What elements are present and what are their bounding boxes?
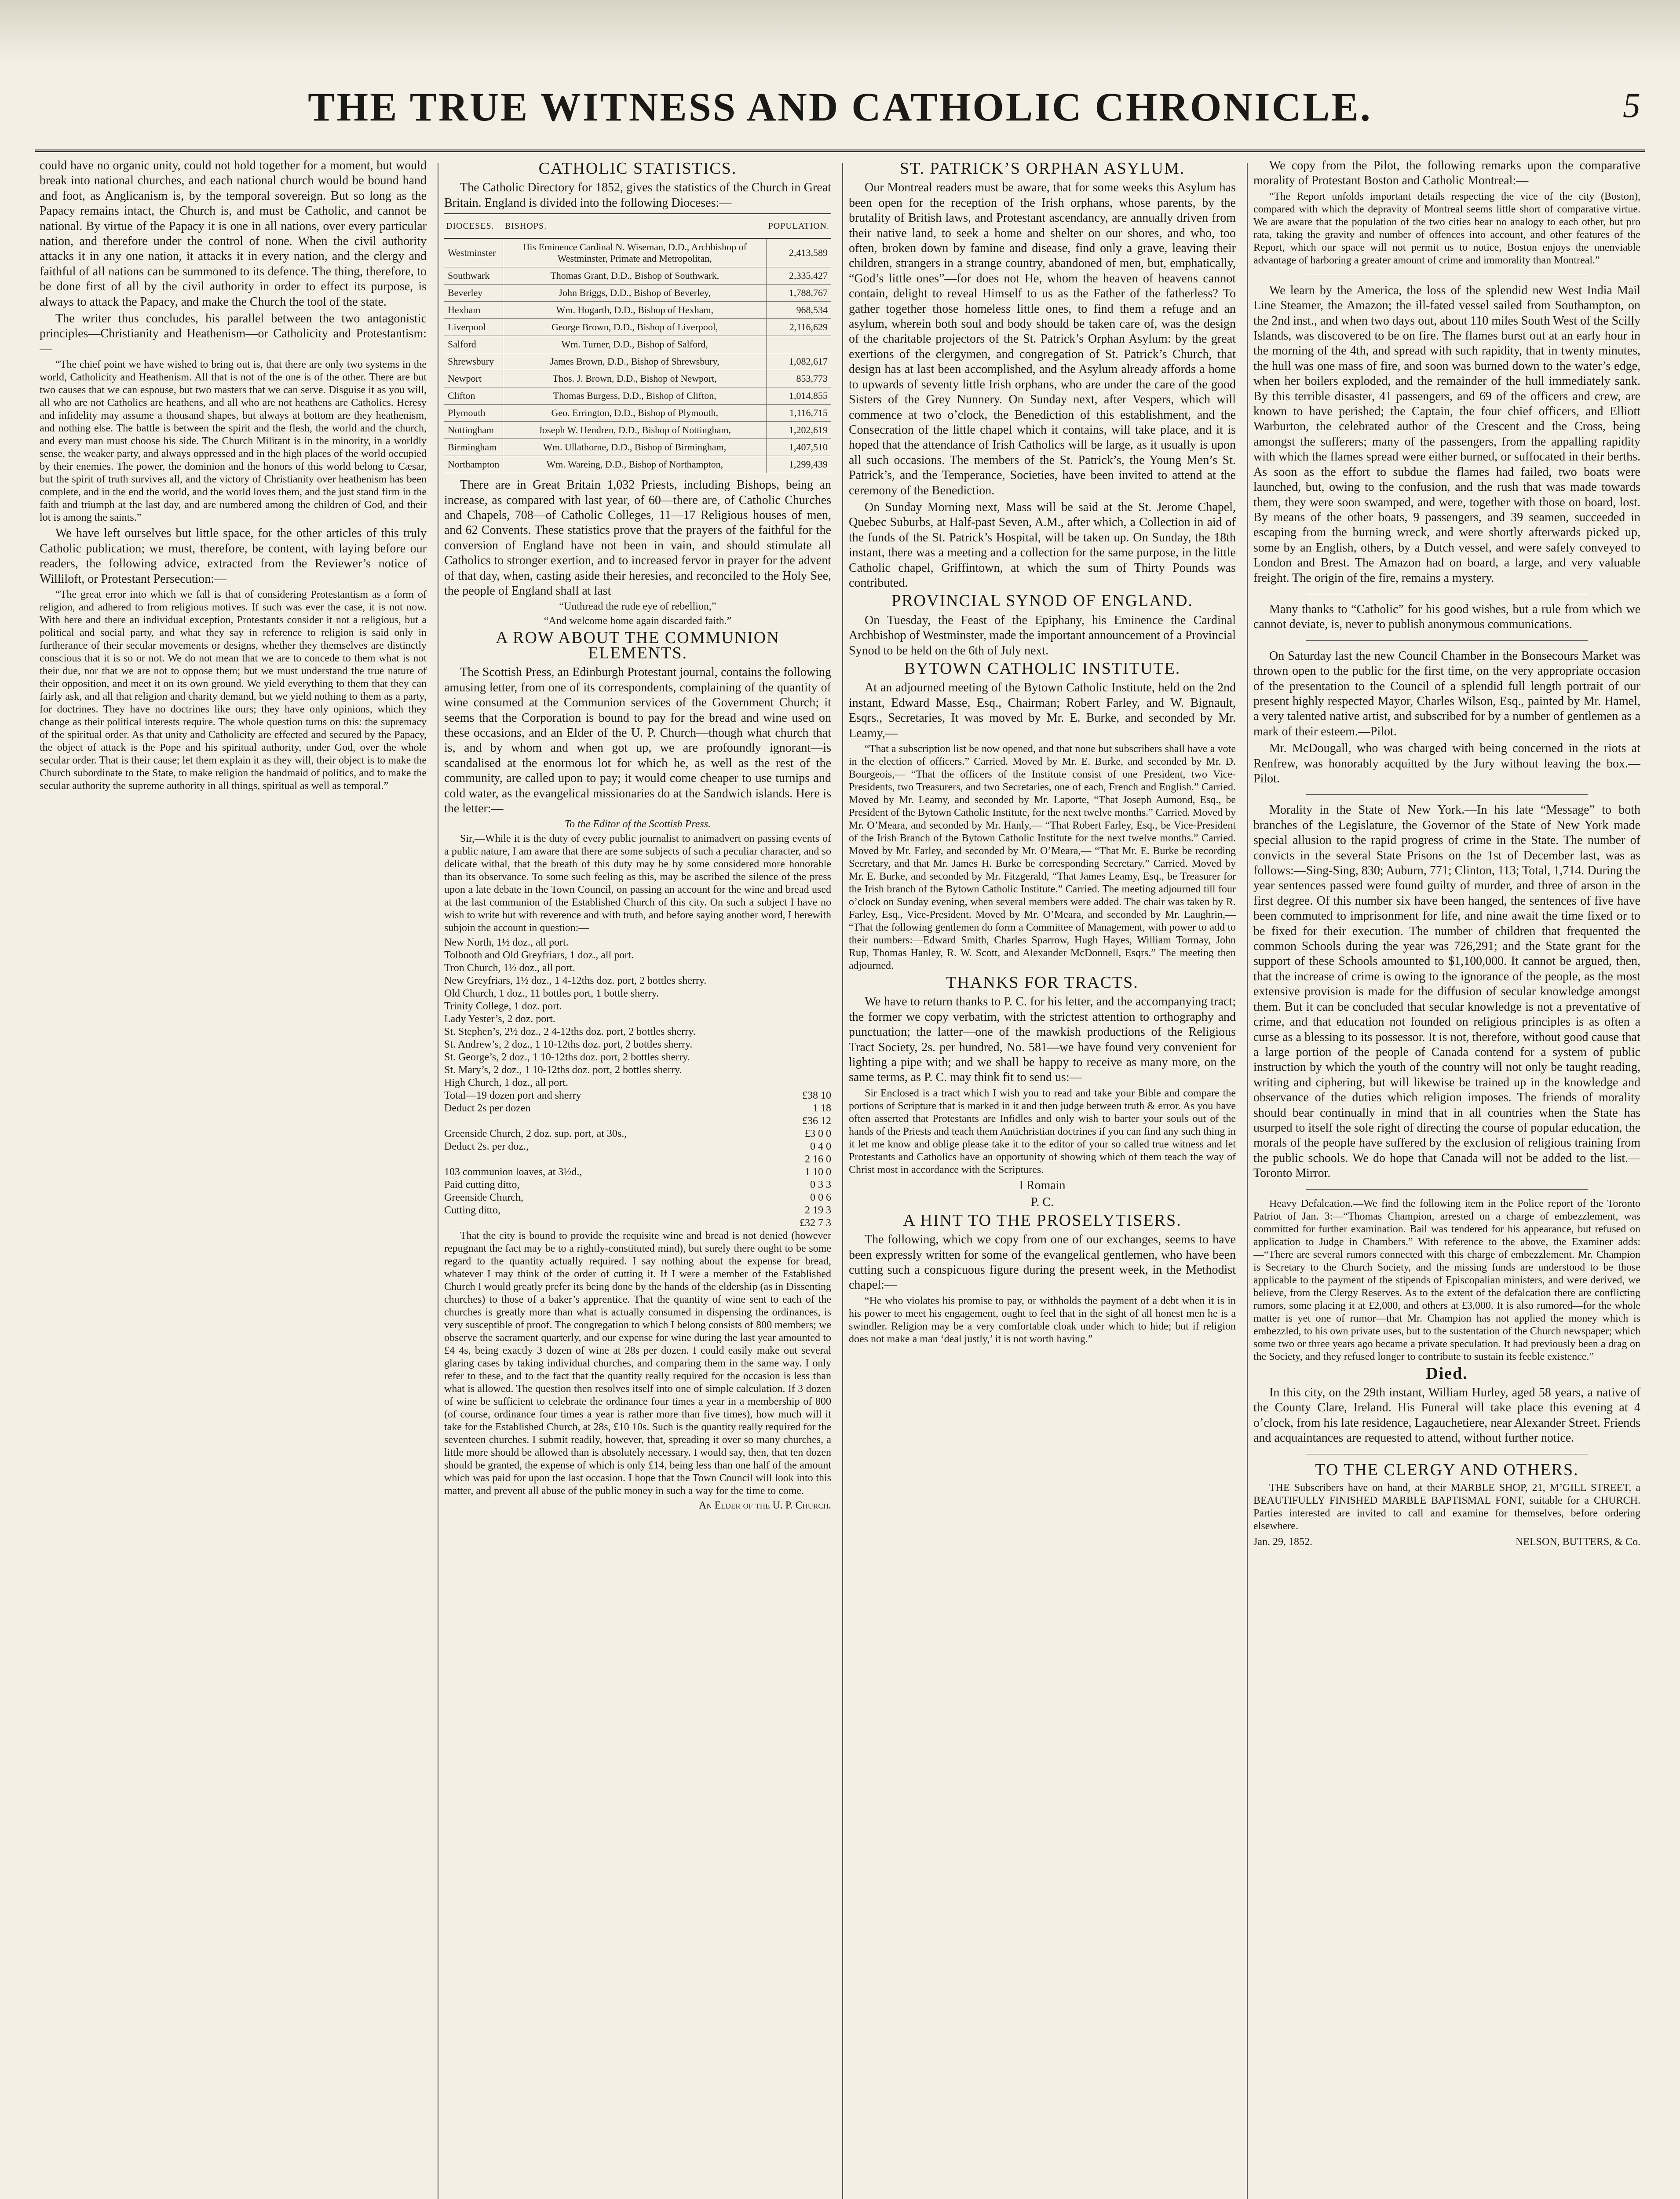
table-row xyxy=(444,353,831,370)
ledger-amount: 2 16 0 xyxy=(805,1154,831,1165)
table-cell: 1,202,619 xyxy=(767,422,831,439)
table-cell: 1,014,855 xyxy=(767,387,831,405)
table-cell: Wm. Hogarth, D.D., Bishop of Hexham, xyxy=(503,302,767,319)
ledger-amount: 2 19 3 xyxy=(805,1205,831,1216)
table-cell: 1,116,715 xyxy=(767,405,831,422)
obituary-notice: In this city, on the 29th instant, William Hurley, aged 58 years, a native of the County Clare, Ireland. His Funeral will take place this evening at 4 o’clock, from his late residence, Lagauchetiere, near Alexander Street. Friends and acquaintances are requested to attend, without further notice. xyxy=(1253,1385,1640,1445)
table-cell: Wm. Turner, D.D., Bishop of Salford, xyxy=(503,336,767,353)
table-cell: Birmingham xyxy=(444,439,503,456)
ledger-row xyxy=(444,1191,831,1204)
table-row xyxy=(444,405,831,422)
table-row xyxy=(444,422,831,439)
article-paragraph: The Catholic Directory for 1852, gives the statistics of the Church in Great Britain. England is divided into the following Dioceses:— xyxy=(444,181,831,210)
verse-line: “And welcome home again discarded faith.” xyxy=(544,615,732,627)
table-cell: 2,116,629 xyxy=(767,319,831,336)
table-cell: Plymouth xyxy=(444,405,503,422)
section-heading-communion-elements: A ROW ABOUT THE COMMUNION ELEMENTS. xyxy=(496,628,780,662)
table-column-header: POPULATION. xyxy=(767,214,831,238)
table-cell: Northampton xyxy=(444,456,503,473)
advertisement-date: Jan. 29, 1852. xyxy=(1253,1536,1312,1548)
column-1 xyxy=(40,158,427,2199)
section-heading-thanks-for-tracts: THANKS FOR TRACTS. xyxy=(946,973,1139,992)
section-heading-clergy-advertisement: TO THE CLERGY AND OTHERS. xyxy=(1315,1460,1579,1479)
article-paragraph: There are in Great Britain 1,032 Priests, including Bishops, being an increase, as compared with last year, of 60—there are, of Catholic Churches and Chapels, 708—of Catholic Colleges, 11—17 Religious houses of men, and 62 Convents. These statistics prove that the prayers of the faithful for the conversion of England have not been in vain, and should stimulate all Catholics to stronger exertion, and to increased fervor in prayer for the advent of that day, when, casting aside their heresies, and reconciled to the Holy See, the people of England shall at last xyxy=(444,478,831,598)
ledger-row xyxy=(444,1115,831,1128)
article-paragraph: Mr. McDougall, who was charged with being concerned in the riots at Renfrew, was honorably acquitted by the Jury without leaving the box.—Pilot. xyxy=(1253,742,1640,785)
letter-signature: P. C. xyxy=(1030,1195,1054,1209)
article-quote: “He who violates his promise to pay, or withholds the payment of a debt when it is in his power to meet his engagement, ought to feel that in the sight of all honest men he is a swindler. Religion may be a very comfortable cloak under which to hide; but if religion does not make a man ‘deal justly,’ it is not worth having.” xyxy=(849,1295,1236,1345)
ledger-row xyxy=(444,1102,831,1115)
ledger-item: Old Church, 1 doz., 11 bottles port, 1 bottle sherry. xyxy=(444,988,659,1000)
article-paragraph: Our Montreal readers must be aware, that for some weeks this Asylum has been open for the reception of the Irish orphans, whose parents, by the brutality of British laws, and Protestant ascendancy, are annually driven from their native land, to seek a home and shelter on our shores, and who, too often, broken down by famine and disease, find only a grave, leaving their children, strangers in a strange country, abandoned of men, but, emphatically, “God’s little ones”—for does not He, whom the heaven of heavens cannot contain, delight to reveal Himself to us as the Father of the fatherless? To gather together those homeless little ones, to find them a refuge and an asylum, wherein both soul and body should be taken care of, was the design of the charitable projectors of the St. Patrick’s Orphan Asylum: by the great exertions of the clergymen, and congregation of St. Patrick’s Church, that design has at last been accomplished, and the Asylum already affords a home to upwards of seventy little Irish orphans, who are under the care of the good Sisters of the Grey Nunnery. On Sunday next, after Vespers, which will commence at two o’clock, the Benediction of this establishment, and the Consecration of the little chapel which it contains, will take place, and it is hoped that the attendance of Irish Catholics will be large, as it usually is upon all such occasions. The members of the St. Patrick’s, the Young Men’s St. Patrick’s, and the Temperance, Societies, have been invited to attend at the ceremony of the Benediction. xyxy=(849,181,1236,497)
article-paragraph: At an adjourned meeting of the Bytown Catholic Institute, held on the 2nd instant, Edward Masse, Esq., Chairman; Robert Farley, and W. Bignault, Esqrs., Secretaries, It was moved by Mr. E. Burke, and seconded by Mr. Leamy,— xyxy=(849,681,1236,740)
table-cell: Thos. J. Brown, D.D., Bishop of Newport, xyxy=(503,370,767,387)
table-row xyxy=(444,302,831,319)
ledger-amount: 1 18 xyxy=(813,1103,831,1114)
section-heading-hint-proselytisers: A HINT TO THE PROSELYTISERS. xyxy=(903,1211,1182,1230)
column-4 xyxy=(1253,158,1640,2199)
ledger-row xyxy=(444,1128,831,1140)
ledger-item: New North, 1½ doz., all port. xyxy=(444,937,569,949)
table-row xyxy=(444,285,831,302)
ledger-item: Total—19 dozen port and sherry xyxy=(444,1090,581,1102)
ledger-item: Deduct 2s. per doz., xyxy=(444,1141,529,1153)
table-row xyxy=(444,439,831,456)
ledger-row xyxy=(444,936,831,949)
ledger-item: 103 communion loaves, at 3½d., xyxy=(444,1166,582,1178)
table-cell: 1,299,439 xyxy=(767,456,831,473)
letter-text: That the city is bound to provide the requisite wine and bread is not denied (however repugnant the fact may be to a rightly-constituted mind), but surely there ought to be some regard to the quantity actually required. I say nothing about the expense for bread, whatever I may think of the order of cutting it. If I were a member of the Established Church I would greatly prefer its being done by the hands of the eldership (as in Dissenting churches) to those of a baker’s apprentice. That the quantity of wine sent to each of the churches is greatly more than what is actually consumed in dispensing the ordinances, is very susceptible of proof. The congregation to which I belong consists of 800 members; we observe the sacrament quarterly, and our expense for wine during the last year amounted to £4 4s, being exactly 3 dozen of wine at 28s per dozen. I could easily make out several glaring cases by taking individual churches, and comparing them in the same way. I only refer to these, and to the fact that the quantity really required for the occasion is less than what is allowed. The question then resolves itself into one of simple calculation. If 3 dozen of wine be sufficient to celebrate the ordinance four times a year in a membership of 800 (of course, ordinance four times a year is rather more than five times), how much will it take for the Established Church, at 28s, £10 10s. Such is the quantity really required for the seventeen churches. I submit readily, however, that, spreading it over so many churches, a little more should be allowed than is absolutely necessary. I would say, then, that ten dozen should be granted, the expense of which is only £14, being less than one half of the amount which was paid for upon the last occasion. I hope that the Town Council will look into this matter, and prevent all abuse of the public money in such a way for the time to come. xyxy=(444,1230,831,1497)
ledger-row xyxy=(444,1064,831,1077)
article-paragraph: We copy from the Pilot, the following remarks upon the comparative morality of Protestant Boston and Catholic Montreal:— xyxy=(1253,159,1640,188)
article-paragraph: Morality in the State of New York.—In his late “Message” to both branches of the Legislature, the Governor of the State of New York made special allusion to the rapid progress of crime in the State. The number of convicts in the several State Prisons on the 1st of December last, was as follows:—Sing-Sing, 830; Auburn, 771; Clinton, 113; Total, 1,714. During the year sentences passed were found guilty of murder, and three of arson in the first degree. Of this number six have been hanged, the sentences of five have been commuted to imprisonment for life, and nine await the time fixed or to be fixed for their execution. The number of children that frequented the common Schools during the year was 726,291; and the State grant for the support of these Schools amounted to $1,100,000. It cannot be argued, then, that the increase of crime is owing to the ignorance of the people, as the most extensive provision is made for the diffusion of secular knowledge amongst them. But it can be concluded that secular knowledge is not a preventative of crime, and that education not founded on religious principles is as often a curse as a blessing to its possessor. It is not, therefore, without good cause that a large portion of the people of Canada contend for a system of public instruction by which the youth of the country will not only be taught reading, writing and ciphering, but will likewise be trained up in the knowledge and observance of the duties which religion imposes. The friends of morality should bear continually in mind that in all countries when the State has usurped to itself the sole right of directing the course of popular education, the morals of the people have suffered by the exclusion of religious training from the public schools. We do hope that Canada will not be added to the list.—Toronto Mirror. xyxy=(1253,803,1640,1180)
article-quote: “The great error into which we fall is that of considering Protestantism as a form of religion, and adhered to from religious motives. If such was ever the case, it is not now. With here and there an individual exception, Protestants consider it not a religious, but a political and social party, and what they say in reference to religion is said only in furtherance of their secular movements or designs, whether they themselves are distinctly conscious that it is so or not. We do not mean that we are to concede to them what is not their due, nor that we are not to oppose them; but we must understand the true nature of their opposition, and meet it on its own ground. We yield everything to them that they can fairly ask, and all that religion and charity demand, but we yield nothing to them as a party, for doctrines. They have no doctrines like ours; they have only opinions, which they change as their political interests require. The whole question turns on this: the supremacy of the spiritual order. As that unity and Catholicity are effected and secured by the Papacy, the object of attack is the Pope and his spiritual authority, under God, over the whole secular order. That is their cause; let them explain it as they will, their object is to make the Church subordinate to the State, to make religion the handmaid of politics, and to make the secular authority the supreme authority in all things, spiritual as well as temporal.” xyxy=(40,588,427,792)
letter-salutation: To the Editor of the Scottish Press. xyxy=(564,818,711,830)
letter-text: Sir Enclosed is a tract which I wish you to read and take your Bible and compare the portions of Scripture that is marked in it and then judge between truth & error. As you have often asserted that Protestants are Infidles and only wish to barter your souls out of the hands of the Priests and teach them Antichristian doctrines if you can find any such thing in it let me know and oblige please take it to the editor of your so called true witness and let Protestants and Catholics have an opportunity of showing which of them teach the way of Christ most in accordance with the Scriptures. xyxy=(849,1087,1236,1176)
ledger-row xyxy=(444,975,831,987)
table-cell: 1,788,767 xyxy=(767,285,831,302)
section-heading-provincial-synod: PROVINCIAL SYNOD OF ENGLAND. xyxy=(891,592,1193,610)
table-cell: Newport xyxy=(444,370,503,387)
ledger-row xyxy=(444,1089,831,1102)
article-paragraph: The writer thus concludes, his parallel between the two antagonistic principles—Christianity and Heathenism—or Catholicity and Protestantism:— xyxy=(40,312,427,356)
table-cell: Liverpool xyxy=(444,319,503,336)
article-paragraph: On Tuesday, the Feast of the Epiphany, his Eminence the Cardinal Archbishop of Westminster, made the important announcement of a Provincial Synod to be held on the 6th of July next. xyxy=(849,613,1236,658)
ledger-item: St. Andrew’s, 2 doz., 1 10-12ths doz. port, 2 bottles sherry. xyxy=(444,1039,693,1051)
ledger-item: High Church, 1 doz., all port. xyxy=(444,1077,568,1089)
page-top-edge xyxy=(0,0,1680,62)
section-heading-catholic-statistics: CATHOLIC STATISTICS. xyxy=(538,159,737,178)
ledger-amount: £38 10 xyxy=(802,1090,831,1102)
newspaper-title: THE TRUE WITNESS AND CATHOLIC CHRONICLE. xyxy=(308,84,1372,129)
table-cell: Southwark xyxy=(444,267,503,285)
ledger-item: Cutting ditto, xyxy=(444,1205,501,1216)
table-cell: 2,413,589 xyxy=(767,238,831,267)
ledger-row xyxy=(444,1038,831,1051)
table-cell: Nottingham xyxy=(444,422,503,439)
page-number: 5 xyxy=(1623,86,1640,125)
table-row xyxy=(444,238,831,267)
table-cell: Salford xyxy=(444,336,503,353)
article-quote: “The chief point we have wished to bring out is, that there are only two systems in the world, Catholicity and Heathenism. All that is not of the one is of the other. There are but two causes that we can espouse, but two masters that we can serve. Disguise it as you will, all who are not Catholics are heathens, and all who are not heathens are Catholics. Heresy and infidelity may assume a thousand shapes, but always at bottom are they heathenism, and nothing else. The battle is between the spirit and the flesh, the world and the church, and every man must choose his side. The Church Militant is in the minority, in a worldly sense, the weaker party, and always oppressed and in the high places of the world occupied by their enemies. The power, the dominion and the honors of this world belong to Cæsar, but the spirit of truth survives all, and the victory of Christianity over heathenism has been complete, and in the end the world, and the world loves them, and the just stand firm in the faith and triumph at the last day, and are numbered among the children of God, and their lot is among the saints.” xyxy=(40,359,427,524)
ledger-item: Greenside Church, 2 doz. sup. port, at 30s., xyxy=(444,1128,627,1140)
table-cell: Clifton xyxy=(444,387,503,405)
column-rule xyxy=(1247,163,1248,2199)
ledger-row xyxy=(444,1077,831,1089)
section-heading-bytown-institute: BYTOWN CATHOLIC INSTITUTE. xyxy=(904,659,1181,678)
table-cell: His Eminence Cardinal N. Wiseman, D.D., Archbishop of Westminster, Primate and Metropolitan, xyxy=(503,238,767,267)
article-paragraph: On Saturday last the new Council Chamber in the Bonsecours Market was thrown open to the public for the first time, on the very appropriate occasion of the presentation to the Council of a splendid full length portrait of our present highly respected Mayor, Charles Wilson, Esq., painted by Mr. Hamel, a very talented native artist, and subscribed for by a number of gentlemen as a mark of their esteem.—Pilot. xyxy=(1253,649,1640,738)
ledger-item: Trinity College, 1 doz. port. xyxy=(444,1001,562,1012)
letter-signature: An Elder of the U. P. Church. xyxy=(699,1500,831,1512)
table-cell: Wm. Ullathorne, D.D., Bishop of Birmingham, xyxy=(503,439,767,456)
table-cell: 968,534 xyxy=(767,302,831,319)
article-paragraph: We have to return thanks to P. C. for his letter, and the accompanying tract; the former we copy verbatim, with the strictest attention to orthography and punctuation; the latter—one of the mawkish productions of the Religious Tract Society, 2s. per hundred, No. 581—we have found very convenient for lighting a pipe with; and we shall be happy to receive as many more, on the same terms, as P. C. may think fit to send us:— xyxy=(849,995,1236,1085)
verse-line: “Unthread the rude eye of rebellion,” xyxy=(559,601,716,613)
ledger-item: Deduct 2s per dozen xyxy=(444,1103,531,1114)
column-3 xyxy=(849,158,1236,2199)
ledger-row xyxy=(444,1026,831,1038)
table-cell: 853,773 xyxy=(767,370,831,387)
ledger-item: Tron Church, 1½ doz., all port. xyxy=(444,962,575,974)
table-cell: Shrewsbury xyxy=(444,353,503,370)
table-cell: Wm. Wareing, D.D., Bishop of Northampton, xyxy=(503,456,767,473)
ledger-item: Lady Yester’s, 2 doz. port. xyxy=(444,1013,555,1025)
ledger-amount: 1 10 0 xyxy=(805,1166,831,1178)
ledger-row xyxy=(444,1140,831,1153)
table-column-header: DIOCESES. xyxy=(444,214,503,238)
article-paragraph: We have left ourselves but little space, for the other articles of this truly Catholic publication; we must, therefore, be content, with laying before our readers, the following advice, extracted from the Reviewer’s notice of Williloft, or Protestant Persecution:— xyxy=(40,526,427,586)
ledger-item: St. George’s, 2 doz., 1 10-12ths doz. port, 2 bottles sherry. xyxy=(444,1052,690,1063)
advertisement-signature: NELSON, BUTTERS, & Co. xyxy=(1515,1536,1640,1548)
table-cell: 2,335,427 xyxy=(767,267,831,285)
dioceses-table xyxy=(444,213,831,473)
table-cell: Beverley xyxy=(444,285,503,302)
resolutions-text: “That a subscription list be now opened, and that none but subscribers shall have a vote in the election of officers.” Carried. Moved by Mr. E. Burke, and seconded by Mr. D. Bourgeois,— “That the officers of the Institute consist of one President, two Vice-Presidents, two Treasurers, and two Secretaries, one of each, French and English.” Carried. Moved by Mr. Leamy, and seconded by Mr. Laporte, “That Joseph Aumond, Esq., be President of the Bytown Catholic Institute, for the next twelve months.” Carried. Moved by Mr. O’Meara, and seconded by Mr. Hanly,— “That Robert Farley, Esq., be Vice-President of the Irish Branch of the Bytown Catholic Institute for the next twelve months.” Carried. Moved by Mr. Farley, and seconded by Mr. O’Meara,— “That Mr. E. Burke be recording Secretary, and that Mr. James H. Burke be corresponding Secretary.” Carried. Moved by Mr. E. Burke, and seconded by Mr. Fitzgerald, “That James Leamy, Esq., be Treasurer for the Irish branch of the Bytown Catholic Institute.” Carried. The meeting adjourned till four o’clock on Sunday evening, when several members were added. The chair was taken by R. Farley, Esq., Vice-President. Moved by Mr. O’Meara, and seconded by Mr. Laughrin,— “That the following gentlemen do form a Committee of Management, with power to add to their numbers:—Edward Smith, Charles Sparrow, Hugh Hayes, William Tormay, John Rup, Thomas Hanley, R. W. Scott, and Alexander McDonnell, Esqrs.” The meeting then adjourned. xyxy=(849,743,1236,972)
ledger-row xyxy=(444,962,831,975)
article-paragraph: The Scottish Press, an Edinburgh Protestant journal, contains the following amusing letter, from one of its correspondents, complaining of the quantity of wine consumed at the Communion services of the Government Church; it seems that the Corporation is bound to pay for the bread and wine used on these occasions, and an Elder of the U. P. Church—though what church that is, and by whom and when got up, we are profoundly ignorant—is scandalised at the enormous lot for which he, as well as the rest of the community, are called upon to pay; it would come cheaper to use turnips and cold water, as the evangelical missionaries do at the Sandwich islands. Here is the letter:— xyxy=(444,665,831,815)
ledger-amount: £32 7 3 xyxy=(800,1217,831,1229)
ledger-row xyxy=(444,1000,831,1013)
ledger-row xyxy=(444,1153,831,1166)
section-heading-orphan-asylum: ST. PATRICK’S ORPHAN ASYLUM. xyxy=(899,159,1185,178)
ledger-row xyxy=(444,949,831,962)
divider xyxy=(1306,794,1588,795)
article-paragraph: Many thanks to “Catholic” for his good wishes, but a rule from which we cannot deviate, is, never to publish anonymous communications. xyxy=(1253,602,1640,632)
article-paragraph: Heavy Defalcation.—We find the following item in the Police report of the Toronto Patriot of Jan. 3:—“Thomas Champion, arrested on a charge of embezzlement, was committed for further examination. Bail was tendered for his appearance, but refused on application to Judge in Chambers.” With reference to the above, the Examiner adds:—“There are several rumors connected with this charge of embezzlement. Mr. Champion is Secretary to the Church Society, and the missing funds are understood to be those applicable to the payment of the stipends of Episcopalian ministers, and were derived, we believe, from the Clergy Reserves. As to the extent of the defalcation there are conflicting rumors, some placing it at £2,000, and others at £3,000. It is also rumored—for the whole matter is yet one of rumor—that Mr. Champion has not applied the money which is embezzled, to his own private uses, but to the sustentation of the Church newspaper; which some two or three years ago became a private speculation. It had previously been a drag on the Society, and they refused longer to contribute to sustain its feeble existence.” xyxy=(1253,1198,1640,1363)
ledger-amount: £36 12 xyxy=(802,1115,831,1127)
table-row xyxy=(444,319,831,336)
ledger-amount: 0 4 0 xyxy=(810,1141,831,1153)
table-cell: Thomas Burgess, D.D., Bishop of Clifton, xyxy=(503,387,767,405)
table-cell: Joseph W. Hendren, D.D., Bishop of Nottingham, xyxy=(503,422,767,439)
ledger-item: Paid cutting ditto, xyxy=(444,1179,520,1191)
table-cell: John Briggs, D.D., Bishop of Beverley, xyxy=(503,285,767,302)
ledger-amount: £3 0 0 xyxy=(805,1128,831,1140)
ledger-item: St. Mary’s, 2 doz., 1 10-12ths doz. port, 2 bottles sherry. xyxy=(444,1064,682,1076)
ledger-item: St. Stephen’s, 2½ doz., 2 4-12ths doz. port, 2 bottles sherry. xyxy=(444,1026,696,1038)
masthead xyxy=(35,66,1645,152)
article-paragraph: could have no organic unity, could not hold together for a moment, but would break into national churches, and each national church would be bound hand and foot, as Anglicanism is, by the temporal sovereign. But so long as the Papacy remains intact, the Church is, and must be Catholic, and cannot be national. By virtue of the Papacy it is one in all nations, over every particular nation, and therefore under the control of none. When the civil authority attacks it in any one nation, it attacks it in every nation, and the clergy and faithful of all nations can be summoned to its defence. The thing, therefore, to be done first of all by the civil authority in order to effect its purpose, is always to attack the Papacy, and make the Church the tool of the state. xyxy=(40,159,427,309)
table-row xyxy=(444,456,831,473)
table-cell: Geo. Errington, D.D., Bishop of Plymouth, xyxy=(503,405,767,422)
ledger-row xyxy=(444,987,831,1000)
article-quote: “The Report unfolds important details respecting the vice of the city (Boston), compared with which the depravity of Montreal seems little short of comparative virtue. We are aware that the population of the two cities bear no analogy to each other, but pro rata, taking the gravity and number of offences into account, and other features of the Report, which our space will not permit us to notice, Boston enjoys the unenviable advantage of harboring a greater amount of crime and immorality than Montreal.” xyxy=(1253,190,1640,266)
table-cell xyxy=(767,336,831,353)
ledger-item: Greenside Church, xyxy=(444,1192,523,1204)
table-cell: George Brown, D.D., Bishop of Liverpool, xyxy=(503,319,767,336)
ledger-amount: 0 0 6 xyxy=(810,1192,831,1204)
article-paragraph: The following, which we copy from one of our exchanges, seems to have been expressly written for some of the evangelical gentlemen, who have been cutting such a conspicuous figure during the present week, in the Methodist chapel:— xyxy=(849,1233,1236,1292)
table-row xyxy=(444,336,831,353)
ledger-row xyxy=(444,1204,831,1217)
ledger-row xyxy=(444,1179,831,1191)
ledger-row xyxy=(444,1217,831,1230)
table-cell: 1,082,617 xyxy=(767,353,831,370)
article-paragraph: On Sunday Morning next, Mass will be said at the St. Jerome Chapel, Quebec Suburbs, at Half-past Seven, A.M., after which, a Collection in aid of the funds of the St. Patrick’s Hospital, will be taken up. On Sunday, the 18th instant, there was a meeting and a collection for the same purpose, in the little Catholic chapel, Griffintown, at which the sum of Thirty Pounds was contributed. xyxy=(849,500,1236,590)
table-column-header: BISHOPS. xyxy=(503,214,767,238)
advertisement-footer xyxy=(1253,1534,1640,1549)
ledger-item: New Greyfriars, 1½ doz., 1 4-12ths doz. port, 2 bottles sherry. xyxy=(444,975,707,987)
wine-account-ledger xyxy=(444,936,831,1230)
ledger-amount: 0 3 3 xyxy=(810,1179,831,1191)
table-cell: 1,407,510 xyxy=(767,439,831,456)
column-2 xyxy=(444,158,831,2199)
table-cell: Westminster xyxy=(444,238,503,267)
advertisement-text: THE Subscribers have on hand, at their MARBLE SHOP, 21, M’GILL STREET, a BEAUTIFULLY FINISHED MARBLE BAPTISMAL FONT, suitable for a CHURCH. Parties interested are invited to call and examine for themselves, before ordering elsewhere. xyxy=(1253,1482,1640,1532)
table-row xyxy=(444,267,831,285)
divider xyxy=(1306,1189,1588,1190)
ledger-row xyxy=(444,1166,831,1179)
ledger-row xyxy=(444,1013,831,1026)
table-row xyxy=(444,370,831,387)
table-cell: Thomas Grant, D.D., Bishop of Southwark, xyxy=(503,267,767,285)
letter-signature: I Romain xyxy=(1019,1178,1066,1192)
ledger-row xyxy=(444,1051,831,1064)
ledger-item: Tolbooth and Old Greyfriars, 1 doz., all port. xyxy=(444,950,634,961)
section-heading-died: Died. xyxy=(1426,1364,1468,1383)
article-paragraph: We learn by the America, the loss of the splendid new West India Mail Line Steamer, the Amazon; the ill-fated vessel sailed from Southampton, on the 2nd inst., and when two days out, about 110 miles South West of the Scilly Islands, was discovered to be on fire. The flames burst out at an early hour in the morning of the 4th, and spread with such rapidity, that in twenty minutes, the hull was one mass of fire, and soon was burned down to the water’s edge, when her boilers exploded, and the remainder of the hull immediately sank. By this terrible disaster, 41 passengers, and 69 of the officers and crew, are known to have perished; the Captain, the four chief officers, and Elliott Warburton, the celebrated author of the Crescent and the Cross, being amongst the sufferers; many of the passengers, from the appalling rapidity with which the flames spread were either burned, or suffocated in their berths. As soon as the effort to subdue the flames had failed, two boats were launched, but, owing to the confusion, and the rush that was made towards them, they were soon swamped, and were, together with those on board, lost. By means of the other boats, 9 passengers, and 39 seamen, succeeded in escaping from the burning wreck, and were shortly afterwards picked up, some by an English, others, by a Dutch vessel, and were safely conveyed to London and Brest. The Amazon had on board, a large, and very valuable freight. The origin of the fire, remains a mystery. xyxy=(1253,283,1640,585)
table-cell: James Brown, D.D., Bishop of Shrewsbury, xyxy=(503,353,767,370)
table-cell: Hexham xyxy=(444,302,503,319)
divider xyxy=(1306,640,1588,641)
column-rule xyxy=(842,163,843,2199)
table-row xyxy=(444,387,831,405)
letter-text: Sir,—While it is the duty of every public journalist to animadvert on passing events of a public nature, I am aware that there are some subjects of such a peculiar character, and so delicate withal, that the breath of this duty may be by some considered more honorable than its observance. To some such feeling as this, may be ascribed the silence of the press upon a late debate in the Town Council, on passing an account for the wine and bread used at the last communion of the Established Church of this city. On such a subject I have no wish to write but with reverence and with truth, and before saying another word, I herewith subjoin the account in question:— xyxy=(444,833,831,934)
